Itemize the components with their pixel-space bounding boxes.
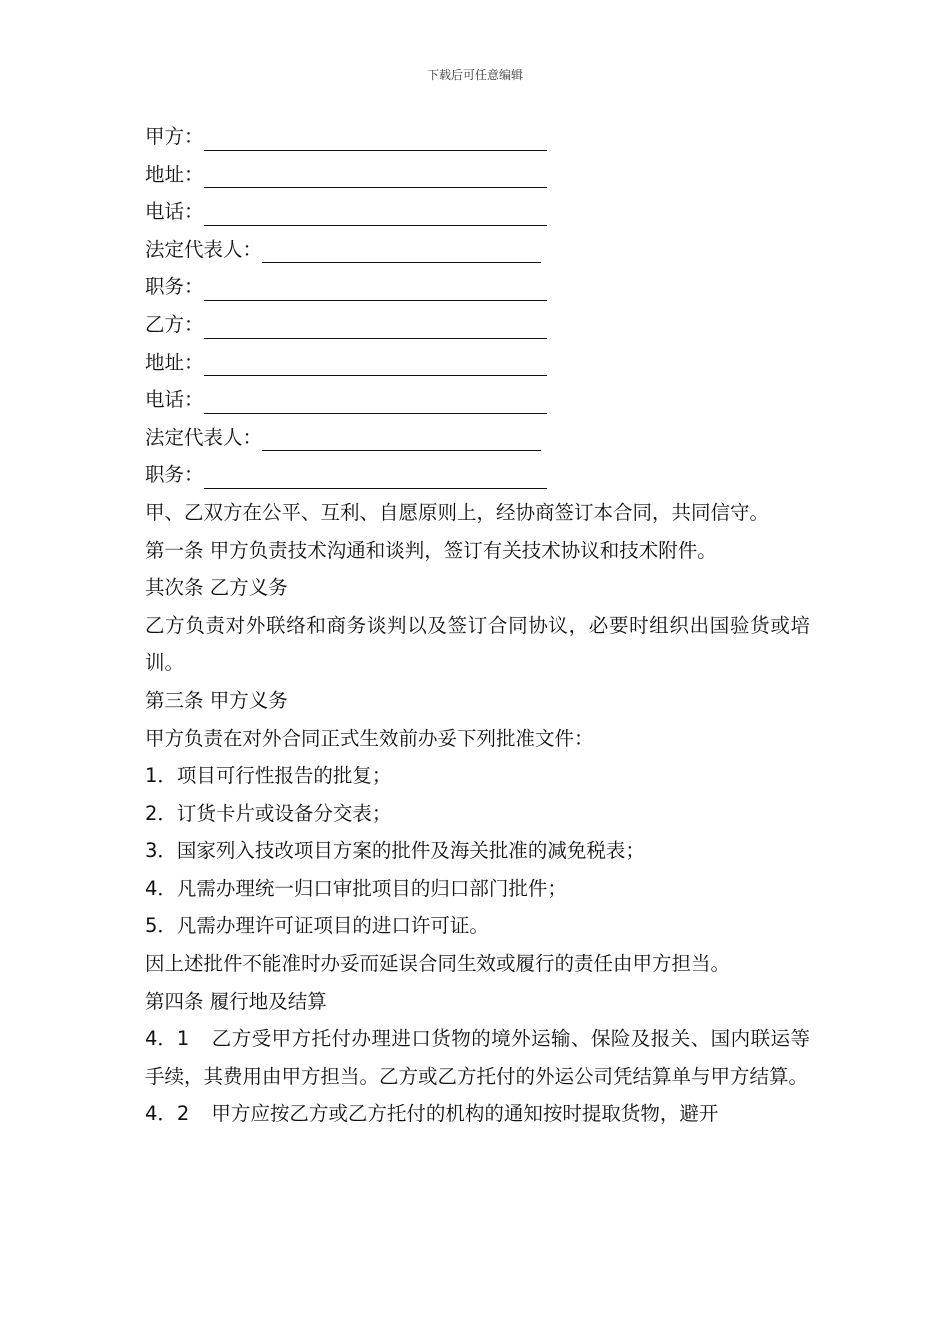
blank-underline — [204, 461, 547, 489]
article-2-title: 其次条 乙方义务 — [145, 576, 288, 600]
list-item — [145, 757, 810, 795]
field-label: 职务： — [145, 275, 204, 299]
list-item-text: 国家列入技改项目方案的批件及海关批准的减免税表； — [176, 839, 645, 863]
list-item — [145, 832, 810, 870]
list-item-text: 凡需办理统一归口审批项目的归口部门批件； — [176, 876, 567, 900]
article-4-title: 第四条 履行地及结算 — [145, 989, 327, 1013]
list-item-number: 3． — [145, 839, 177, 863]
party-field-row — [145, 193, 810, 231]
article-3-list — [145, 757, 810, 945]
field-label: 电话： — [145, 200, 204, 224]
document-body — [145, 118, 810, 1133]
list-item-number: 5． — [145, 914, 177, 938]
article-4-1 — [145, 1020, 810, 1095]
page-header: 下载后可任意编辑 — [426, 68, 523, 82]
field-label: 甲方： — [145, 125, 204, 148]
party-field-row — [145, 118, 810, 156]
party-info-fields — [145, 118, 810, 494]
party-field-row — [145, 381, 810, 419]
field-label: 地址： — [145, 350, 204, 374]
field-label: 地址： — [145, 162, 204, 186]
field-label: 电话： — [145, 388, 204, 412]
field-label: 职务： — [145, 463, 204, 487]
article-3-title: 第三条 甲方义务 — [145, 688, 288, 712]
clause-text: 乙方受甲方托付办理进口货物的境外运输、保险及报关、国内联运等手续，其费用由甲方担当。乙方或乙方托付的外运公司凭结算单与甲方结算。 — [145, 1027, 810, 1088]
party-field-row — [145, 344, 810, 382]
list-item-text: 凡需办理许可证项目的进口许可证。 — [176, 914, 489, 938]
clause-text: 甲方应按乙方或乙方托付的机构的通知按时提取货物，避开 — [211, 1102, 719, 1126]
blank-underline — [262, 235, 541, 263]
party-field-row — [145, 306, 810, 344]
list-item-number: 1． — [145, 764, 177, 788]
article-3-lead: 甲方负责在对外合同正式生效前办妥下列批准文件： — [145, 726, 594, 750]
party-field-row — [145, 156, 810, 194]
party-field-row — [145, 268, 810, 306]
blank-underline — [204, 273, 547, 301]
article-2-text: 乙方负责对外联络和商务谈判以及签订合同协议，必要时组织出国验货或培训。 — [145, 613, 810, 675]
list-item — [145, 795, 810, 833]
blank-underline — [204, 311, 547, 339]
list-item — [145, 907, 810, 945]
field-label: 乙方： — [145, 312, 204, 336]
field-label: 法定代表人： — [145, 237, 263, 261]
intro-paragraph: 甲、乙双方在公平、互利、自愿原则上，经协商签订本合同，共同信守。 — [145, 500, 770, 524]
field-label: 法定代表人： — [145, 425, 263, 449]
article-3-tail: 因上述批件不能准时办妥而延误合同生效或履行的责任由甲方担当。 — [145, 952, 731, 976]
blank-underline — [262, 423, 541, 451]
article-4-2 — [145, 1095, 810, 1133]
article-1: 第一条 甲方负责技术沟通和谈判，签订有关技术协议和技术附件。 — [145, 538, 717, 562]
blank-underline — [204, 123, 547, 151]
list-item-number: 4． — [145, 876, 177, 900]
list-item-number: 2． — [145, 801, 177, 825]
party-field-row — [145, 231, 810, 269]
list-item-text: 订货卡片或设备分交表； — [176, 801, 392, 825]
clause-number: 4．2 — [145, 1102, 190, 1126]
party-field-row — [145, 456, 810, 494]
blank-underline — [204, 160, 547, 188]
list-item-text: 项目可行性报告的批复； — [176, 764, 392, 788]
list-item — [145, 870, 810, 908]
party-field-row — [145, 419, 810, 457]
blank-underline — [204, 198, 547, 226]
clause-number: 4．1 — [145, 1027, 190, 1051]
blank-underline — [204, 348, 547, 376]
blank-underline — [204, 386, 547, 414]
